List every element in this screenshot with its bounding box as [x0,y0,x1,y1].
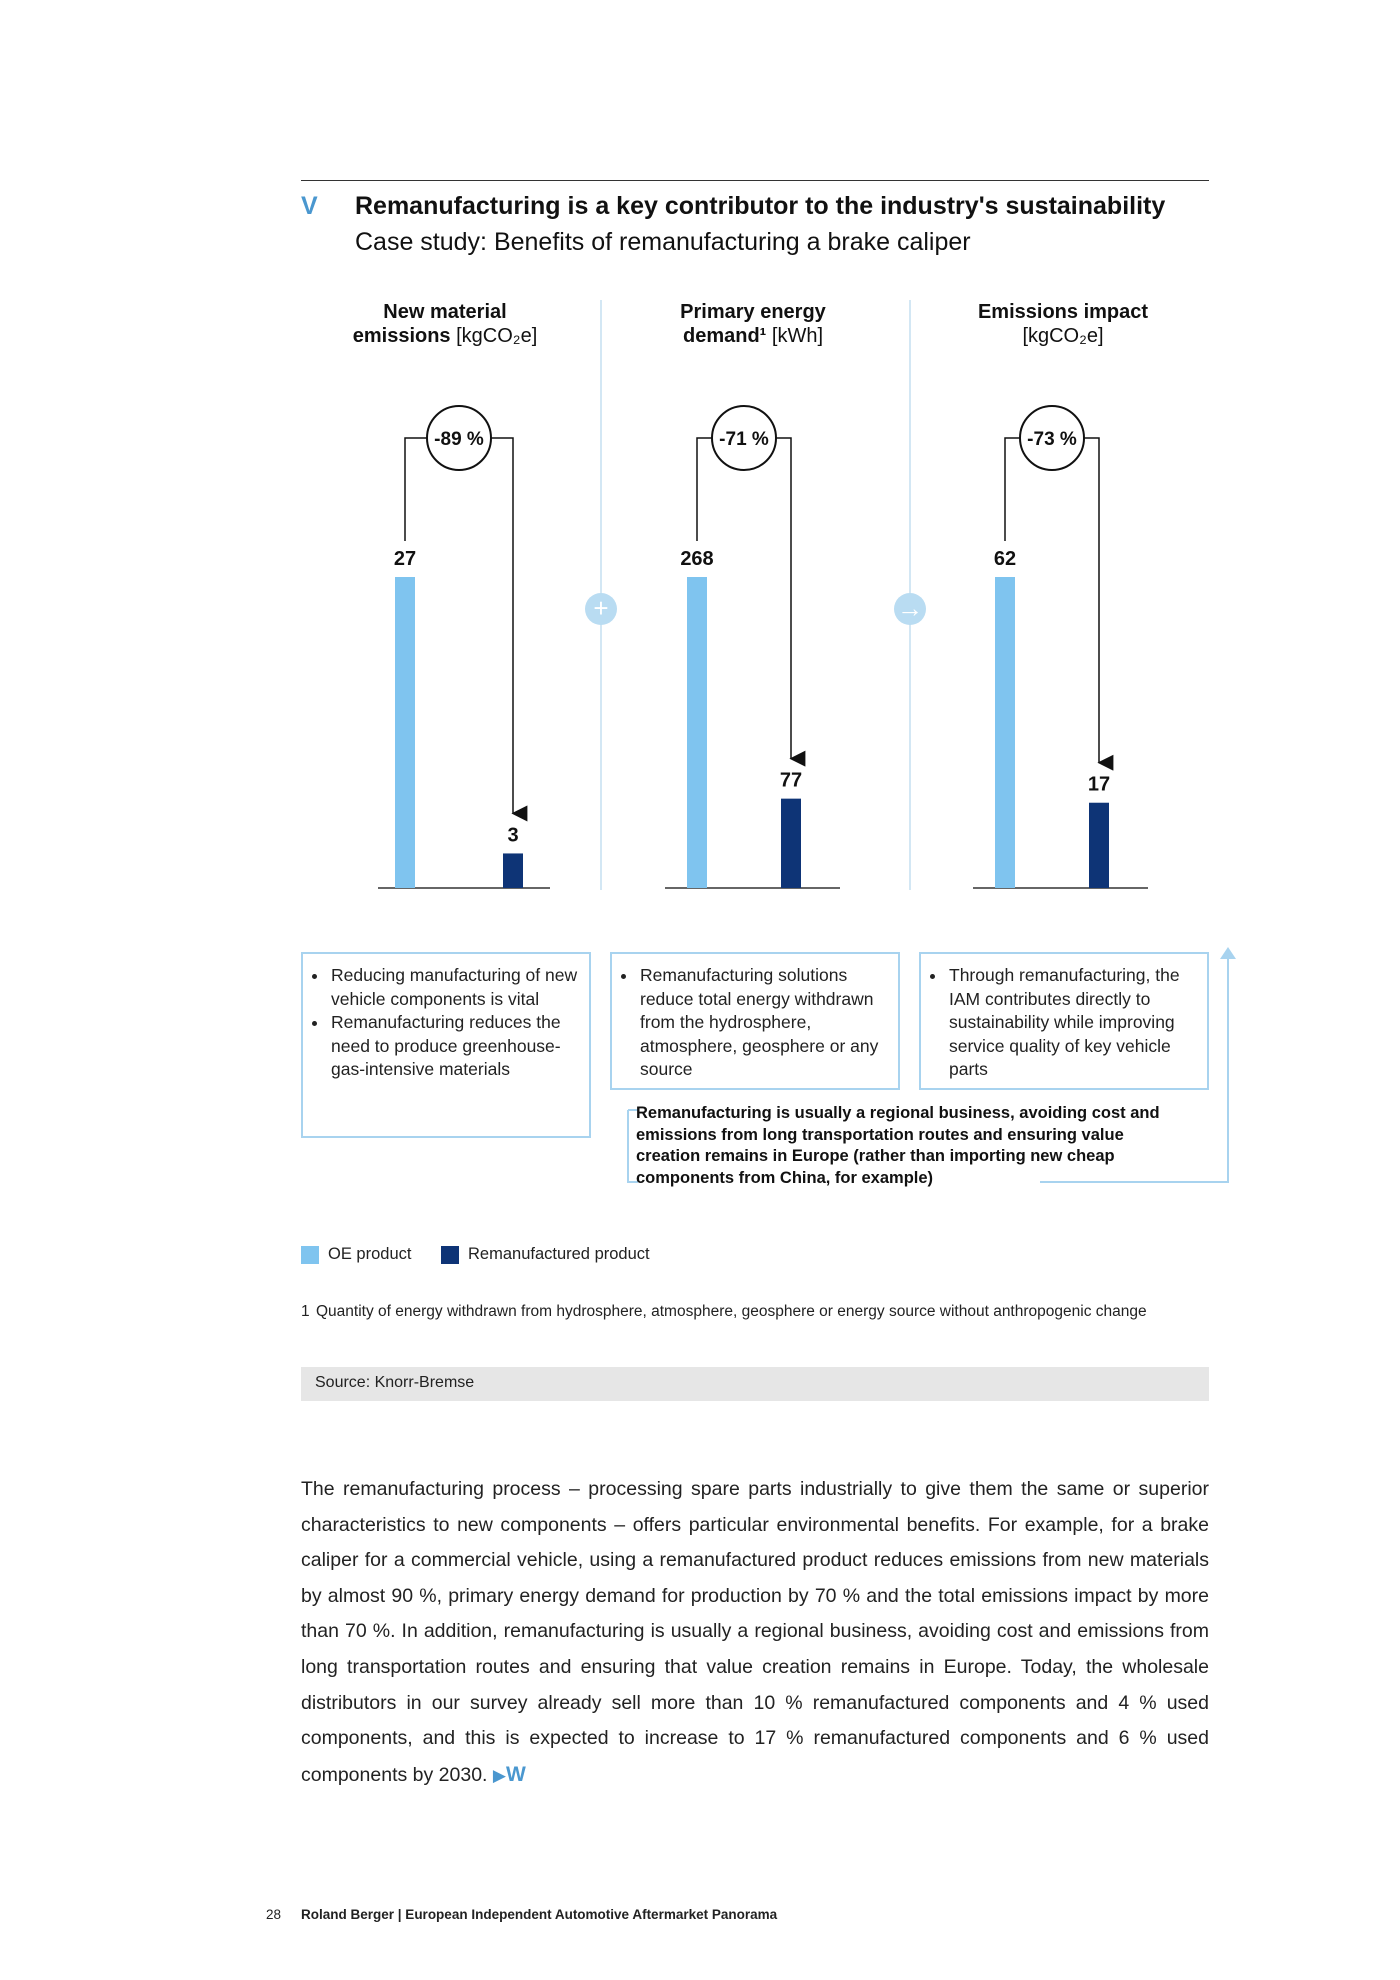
panel-unit-2: [kWh] [771,325,824,347]
chart-3-bar-1 [995,577,1015,888]
note-3-bullet-1: • Through remanufacturing, the IAM contributes directly to sustainability while improving service quality of key vehicle parts [947,964,1197,1082]
panel-unit-3: [kgCO₂e] [1022,325,1104,347]
chart-1-bracket-left [405,438,427,541]
note-1-bullet-1: • Reducing manufacturing of new vehicle components is vital [329,964,579,1011]
panel-title-2-line2: demand¹ [682,325,767,347]
chart-3-bracket-left [1005,438,1020,541]
chart-1-value-label-1: 27 [393,548,417,570]
note-box-1 [301,952,591,1138]
legend-label-reman: Remanufactured product [468,1245,650,1263]
callout-text: Remanufacturing is usually a regional business, avoiding cost and emissions from long transportation routes and ensuring value creation remains in Europe (rather than importing new cheap components from China, for example) [636,1104,1160,1187]
chart-2-bar-1 [687,577,707,888]
bar-charts [0,0,1400,930]
body-text: The remanufacturing process – processing spare parts industrially to give them the same or superior characteristics to new components – offers particular environmental benefits. For example, for a brake caliper for a commercial vehicle, using a remanufactured product reduces emissions from new materials by almost 90 %, primary energy demand for production by 70 % and the total emissions impact by more than 70 %. In addition, remanufacturing is usually a regional business, avoiding cost and emissions from long transportation routes and ensuring that value creation remains in Europe. Today, the wholesale distributors in our survey already sell more than 10 % remanufactured components and 4 % used components, and this is expected to increase to 17 % remanufactured components and 6 % used components by 2030. [301,1478,1209,1786]
plus-icon: + [585,593,617,625]
chart-3-bar-2 [1089,803,1109,888]
chart-2-value-label-1: 268 [680,548,714,570]
chart-3-value-label-2: 17 [1087,773,1111,796]
chart-1-value-label-2: 3 [507,824,519,847]
legend-swatch-reman [441,1246,459,1264]
chart-1-bar-2 [503,853,523,888]
chart-2-change-label: -71 % [719,429,769,450]
page-number: 28 [266,1907,282,1922]
body-paragraph [301,1472,1209,1793]
play-arrow-icon: ▶ [492,1765,506,1785]
panel-unit-1: [kgCO₂e] [456,325,538,347]
section-marker: V [301,192,318,220]
chart-1-change-label: -89 % [434,429,484,450]
footnote-text: Quantity of energy withdrawn from hydrosphere, atmosphere, geosphere or energy source without anthropogenic change [316,1303,1147,1320]
chart-2-value-label-2: 77 [779,769,803,792]
chart-3-bracket-arrow [1084,438,1099,763]
chart-1-bracket-arrow [491,438,513,813]
chart-3-value-label-1: 62 [993,548,1017,570]
footnote-marker: 1 [301,1303,310,1320]
chart-3-change-label: -73 % [1027,429,1077,450]
chart-2-bracket-left [697,438,712,541]
source-bar: Source: Knorr-Bremse [301,1367,1209,1401]
footer-publication: | European Independent Automotive Aftermarket Panorama [394,1907,778,1922]
note-2-bullet-1: • Remanufacturing solutions reduce total energy withdrawn from the hydrosphere, atmosphere, geosphere or any source [638,964,888,1082]
panel-title-1-line1: New material [383,301,507,323]
figure-title: Remanufacturing is a key contributor to the industry's sustainability [355,192,1166,220]
note-1-bullet-2: • Remanufacturing reduces the need to produce greenhouse-gas-intensive materials [329,1011,579,1082]
end-marker: W [505,1762,526,1786]
figure-subtitle: Case study: Benefits of remanufacturing a brake caliper [355,228,971,256]
footer-brand: Roland Berger [301,1907,395,1922]
panel-title-2-line1: Primary energy [680,301,826,323]
chart-2-bracket-arrow [776,438,791,759]
panel-title-1-line2: emissions [352,325,451,347]
panel-title-3-line1: Emissions impact [977,301,1149,323]
chart-2-bar-2 [781,799,801,888]
arrow-right-icon: → [894,593,926,625]
legend-swatch-oe [301,1246,319,1264]
legend-label-oe: OE product [328,1245,412,1263]
chart-1-bar-1 [395,577,415,888]
footer-credit [301,1907,777,1922]
